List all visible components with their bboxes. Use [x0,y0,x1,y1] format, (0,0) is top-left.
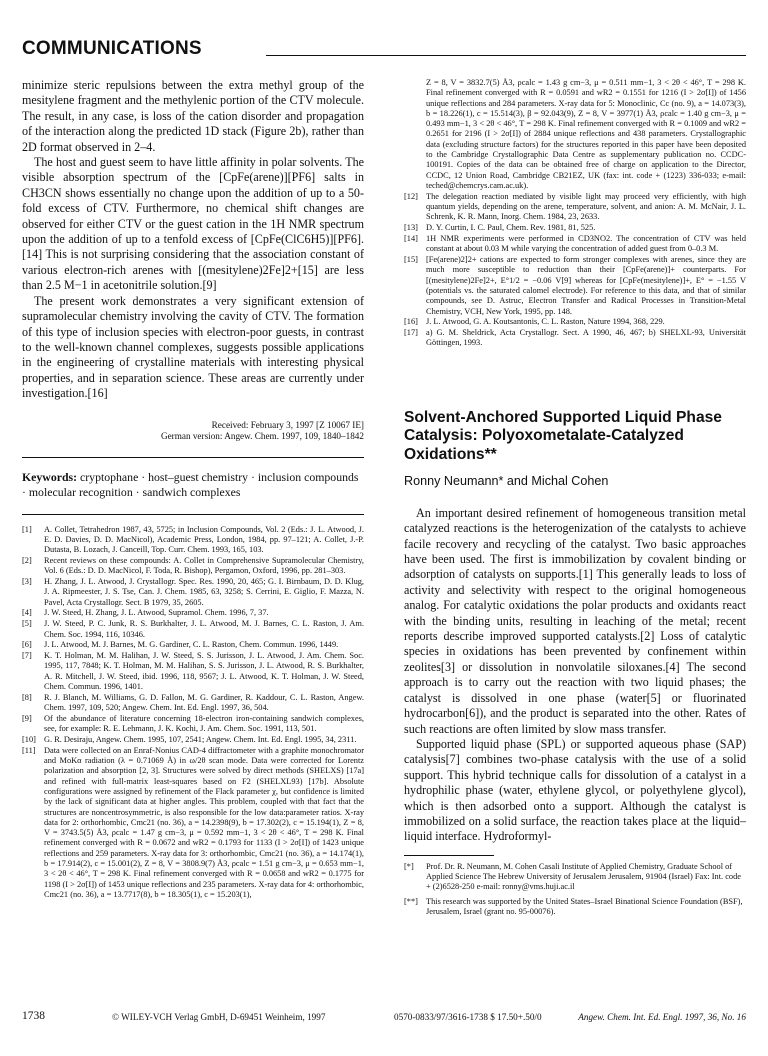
reference-item: [6] J. L. Atwood, M. J. Barnes, M. G. Gardiner, C. L. Raston, Chem. Commun. 1996, 1449. [22,640,339,650]
reference-list-left [22,525,364,901]
page-number: 1738 [22,1010,45,1022]
keywords [22,470,364,500]
article-paragraph-2: Supported liquid phase (SPL) or supported aqueous phase (SAP) catalysis[7] combines two-phase catalysis with the use of a solid support. This hybrid technique calls for dissolution of a catalyst in a hydrophilic phase (water, ethylene glycol, or polyethylene glycol), which is then adsorbed onto a support. Although the catalyst is immobilized on a solid surface, the reaction takes place at the liquid–liquid interface. Hydroformyl- [404,736,746,844]
reference-item: [11] Data were collected on an Enraf-Nonius CAD-4 diffractometer with a graphite monochromator and MoKα radiation (λ = 0.71069 Å) in ω/2θ scan mode. Data were corrected for Lorentz polarization and absorption [2, 3]. Structures were solved by direct methods (SHELXS) [17a] and refined with full-matrix least-squares based on F2 (SHELXL93) [17b]. Absolute configurations were assigned by refinement of the Flack parameter χ, but confidence is limited by the lack of significant data at higher angles. This problem, coupled with that fact that the structures are noncentrosymmetric, is also responsible for the low data:parameter ratios. X-ray data for 2: orthorhombic, Cmc21 (no. 36), a = 14.2398(9), b = 17.302(2), c = 15.194(1), Z = 8, V = 3743.5(5) Å3, ρcalc = 1.47 g cm−3, μ = 0.592 mm−1, 3 < 2θ < 46°, T = 298 K. Final refinement converged with R = 0.0672 and wR2 = 0.1793 for 1133 (I > 2σ[I]) of 1423 unique reflections and 259 parameters. X-ray data for 3: orthorhombic, Cmc21 (no. 36), a = 14.174(1), b = 17.914(2), c = 15.001(2), Z = 8, V = 3808.9(7) Å3, ρcalc = 1.51 g cm−3, μ = 0.653 mm−1, 3 < 2θ < 46°, T = 298 K. Final refinement converged with R = 0.0658 and wR2 = 0.1775 for 1198 (I > 2σ[I]) of 1453 unique reflections and 235 parameters. X-ray data for 4: orthorhombic, Cmc21 (no. 36), a = 13.7717(8), b = 18.305(1), c = 15.203(1), [22,745,364,899]
received-note [22,420,364,443]
article-paragraph-1: An important desired refinement of homogeneous transition metal catalyzed reactions is the heterogenization of the catalysts to achieve facile recovery and recycling of the catalyst. Two basic approaches have been used. The first is immobilization by covalent binding or adsorption of catalysts on supports.[1] This generally leads to loss of activity and selectivity with respect to the original homogeneous analog. For catalytic oxidations the polar products and oxidants react with the binding units, resulting in leaching of the metal; recent reports describe improved supported catalysts.[2] Loss of catalytic species in oxidations has been prevented by confinement within zeolites[3] or dissolution in nonvolatile siloxanes.[4] The second approach is to carry out the reaction with two liquid phases; the catalyst is dissolved in one phase (water[5] or fluorinated hydrocarbon[6]), and the product is separated into the other. Rates of such reactions are often limited by slow mass transfer. [404,505,746,736]
reference-item: [9] Of the abundance of literature concerning 18-electron iron-containing sandwich complexes, see, for example: R. E. Lehmann, J. K. Kochi, J. Am. Chem. Soc. 1991, 113, 501. [22,713,364,734]
reference-item: [17] a) G. M. Sheldrick, Acta Crystallogr. Sect. A 1990, 46, 467; b) SHELXL-93, Universität Göttingen, 1993. [404,328,746,348]
reference-item: Z = 8, V = 3832.7(5) Å3, ρcalc = 1.43 g cm−3, μ = 0.511 mm−1, 3 < 2θ < 46°, T = 298 K. Final refinement converged with R = 0.0591 and wR2 = 0.1551 for 1216 (I > 2σ[I]) of 1456 unique reflections and 284 parameters. X-ray data for 5: Monoclinic, Cc (no. 9), a = 14.073(3), b = 18.226(1), c = 15.514(3), β = 92.043(9), Z = 8, V = 3977(1) Å3, ρcalc = 1.40 g cm−3, μ = 0.493 mm−1, 3 < 2θ < 46°, T = 298 K. Final refinement converged with R = 0.1009 and wR2 = 0.2651 for 2196 (I > 2σ[I]) of 2884 unique reflections and 438 parameters. Crystallographic data (excluding structure factors) for the structures reported in this paper have been deposited to the Cambridge Crystallographic Data Centre as supplementary publication no. CCDC-100191. Copies of the data can be obtained free of charge on application to the Director, CCDC, 12 Union Road, Cambridge CB21EZ, UK (fax: int. code + (1223) 336-033; e-mail: teched@chemcrys.cam.ac.uk). [426,78,746,190]
left-paragraph-2: The host and guest seem to have little affinity in polar solvents. The visible absorption spectrum of the [CpFe(arene)][PF6] salts in CH3CN shows essentially no change upon the addition of up to a 50-fold excess of CTV. Furthermore, no chemical shift changes are observed for either CTV or the guest cation in the 1H NMR spectrum upon the addition of up to a tenfold excess of [CpFe(ClC6H5)][PF6].[14] This is not surprising considering that the association constant of various electron-rich arenes with [(mesitylene)2Fe]2+[15] are less than 2.5 M−1 in acetonitrile solution.[9] [22,155,364,293]
footnote-funding: [**] This research was supported by the United States–Israel Binational Science Foundation (BSF), Jerusalem, Israel (grant no. 95-00076). [404,896,743,916]
reference-item: [16] J. L. Atwood, G. A. Koutsantonis, C. L. Raston, Nature 1994, 368, 229. [404,317,665,327]
german-version: German version: Angew. Chem. 1997, 109, 1840–1842 [160,431,364,442]
left-paragraph-1: minimize steric repulsions between the extra methyl group of the mesitylene fragment and the methylenic portion of the CTV molecule. The result, in any case, is loss of the cation disorder and propagation of the interaction along the predicted 1D stack (Figure 2b), rather than 2D format observed in 2–4. [22,78,364,154]
reference-item: [15] [Fe(arene)2]2+ cations are expected to form stronger complexes with arenes, since they are much more susceptible to reduction than their [CpFe(arene)]+ counterparts. For [(mesitylene)2Fe]2+, E°1/2 = −0.06 V[9] whereas for [CpFe(mesitylene)]+, E° = −1.55 V (potentials vs. the saturated calomel electrode). For reference to this data, and that of similar compounds, see D. Astruc, Electron Transfer and Radical Processes in Transition-Metal Chemistry, VCH, New York, 1995, pp. 148. [404,255,746,316]
article-code: 0570-0833/97/3616-1738 $ 17.50+.50/0 [394,1012,542,1022]
publisher-line: © WILEY-VCH Verlag GmbH, D-69451 Weinheim, 1997 [112,1012,326,1022]
keywords-rule-top [22,457,364,458]
reference-item: [7] K. T. Holman, M. M. Halihan, J. W. Steed, S. S. Jurisson, J. L. Atwood, J. Am. Chem. Soc. 1995, 117, 7848; K. T. Holman, M. M. Halihan, S. S. Jurisson, J. L. Atwood, R. S. Burkhalter, A. R. Mitchell, J. W. Steed, ibid. 1996, 118, 9567; J. L. Atwood, K. T. Holman, J. W. Steed, Chem. Commun. 1996, 1401. [22,651,364,691]
reference-item: [1] A. Collet, Tetrahedron 1987, 43, 5725; in Inclusion Compounds, Vol. 2 (Eds.: J. L. Atwood, J. E. D. Davies, D. D. MacNicol), Academic Press, London, 1984, pp. 97–121; A. Collet, J.-P. Dutasta, B. Lozach, J. Canceill, Top. Curr. Chem. 1993, 165, 103. [22,524,364,555]
journal-citation: Angew. Chem. Int. Ed. Engl. 1997, 36, No. 16 [578,1012,746,1022]
reference-item: [14] 1H NMR experiments were performed in CD3NO2. The concentration of CTV was held constant at about 0.03 M while varying the concentration of added guest from 0–0.3 M. [404,233,746,254]
keywords-label: Keywords: [22,469,78,484]
reference-item: [5] J. W. Steed, P. C. Junk, R. S. Burkhalter, J. L. Atwood, M. J. Barnes, C. L. Raston, J. Am. Chem. Soc. 1994, 116, 10346. [22,619,364,639]
keywords-list: cryptophane · host–guest chemistry · inclusion compounds · molecular recognition · sandwich complexes [22,469,359,499]
left-paragraph-3: The present work demonstrates a very significant extension of supramolecular chemistry involving the cavity of CTV. The formation of this type of inclusion species with electron-poor guests, in contrast to the well-known channel complexes, suggests possible applications in the engineering of crystalline materials with interesting physical properties, and in separation science. These areas are currently under investigation.[16] [22,293,364,401]
section-title: COMMUNICATIONS [22,38,202,59]
article-body [404,506,746,845]
article-authors: Ronny Neumann* and Michal Cohen [404,473,609,488]
reference-item: [2] Recent reviews on these compounds: A. Collet in Comprehensive Supramolecular Chemistry, Vol. 6 (Eds.: D. D. MacNicol, F. Toda, R. Bishop), Pergamon, Oxford, 1996, pp. 281–303. [22,555,364,576]
footnotes [404,862,746,917]
page-header [22,38,746,62]
reference-item: [12] The delegation reaction mediated by visible light may proceed very efficiently, with high quantum yields, depending on the arene, temperature, solvent, and anion: A. M. McNair, J. L. Schrenk, K. R. Mann, Inorg. Chem. 1984, 23, 2633. [404,191,746,222]
reference-item: [4] J. W. Steed, H. Zhang, J. L. Atwood, Supramol. Chem. 1996, 7, 37. [22,608,269,618]
received-date: Received: February 3, 1997 [Z 10067 IE] [211,419,364,430]
article-title: Solvent-Anchored Supported Liquid Phase Catalysis: Polyoxometalate-Catalyzed Oxidations** [404,409,722,463]
reference-list-right [404,78,746,349]
reference-item: [8] R. J. Blanch, M. Williams, G. D. Fallon, M. G. Gardiner, R. Kaddour, C. L. Raston, Angew. Chem. 1997, 109, 520; Angew. Chem. Int. Ed. Engl. 1997, 36, 504. [22,692,364,713]
footnote-author: [*] Prof. Dr. R. Neumann, M. Cohen Casali Institute of Applied Chemistry, Graduate School of Applied Science The Hebrew University of Jerusalem Jerusalem, 91904 (Israel) Fax: Int. code + (2)6528-250 e-mail: ronny@vms.huji.ac.il [404,861,741,892]
section-gap [404,349,746,409]
left-column [22,78,364,901]
reference-item: [10] G. R. Desiraju, Angew. Chem. 1995, 107, 2541; Angew. Chem. Int. Ed. Engl. 1995, 34, 2311. [22,734,357,744]
left-body [22,78,364,402]
keywords-rule-bottom [22,514,364,515]
right-column [404,78,746,917]
reference-item: [13] D. Y. Curtin, I. C. Paul, Chem. Rev. 1981, 81, 525. [404,223,596,233]
header-rule [266,55,746,56]
reference-item: [3] H. Zhang, J. L. Atwood, J. Crystallogr. Spec. Res. 1990, 20, 465; G. I. Birnbaum, D. D. Klug, J. A. Ripmeester, J. S. Tse, Can. J. Chem. 1985, 63, 3258; S. Cerrini, E. Giglio, F. Mazza, N. Pavel, Acta Crystallogr. Sect. B 1979, 35, 2605. [22,577,364,607]
footnote-rule [404,855,494,856]
